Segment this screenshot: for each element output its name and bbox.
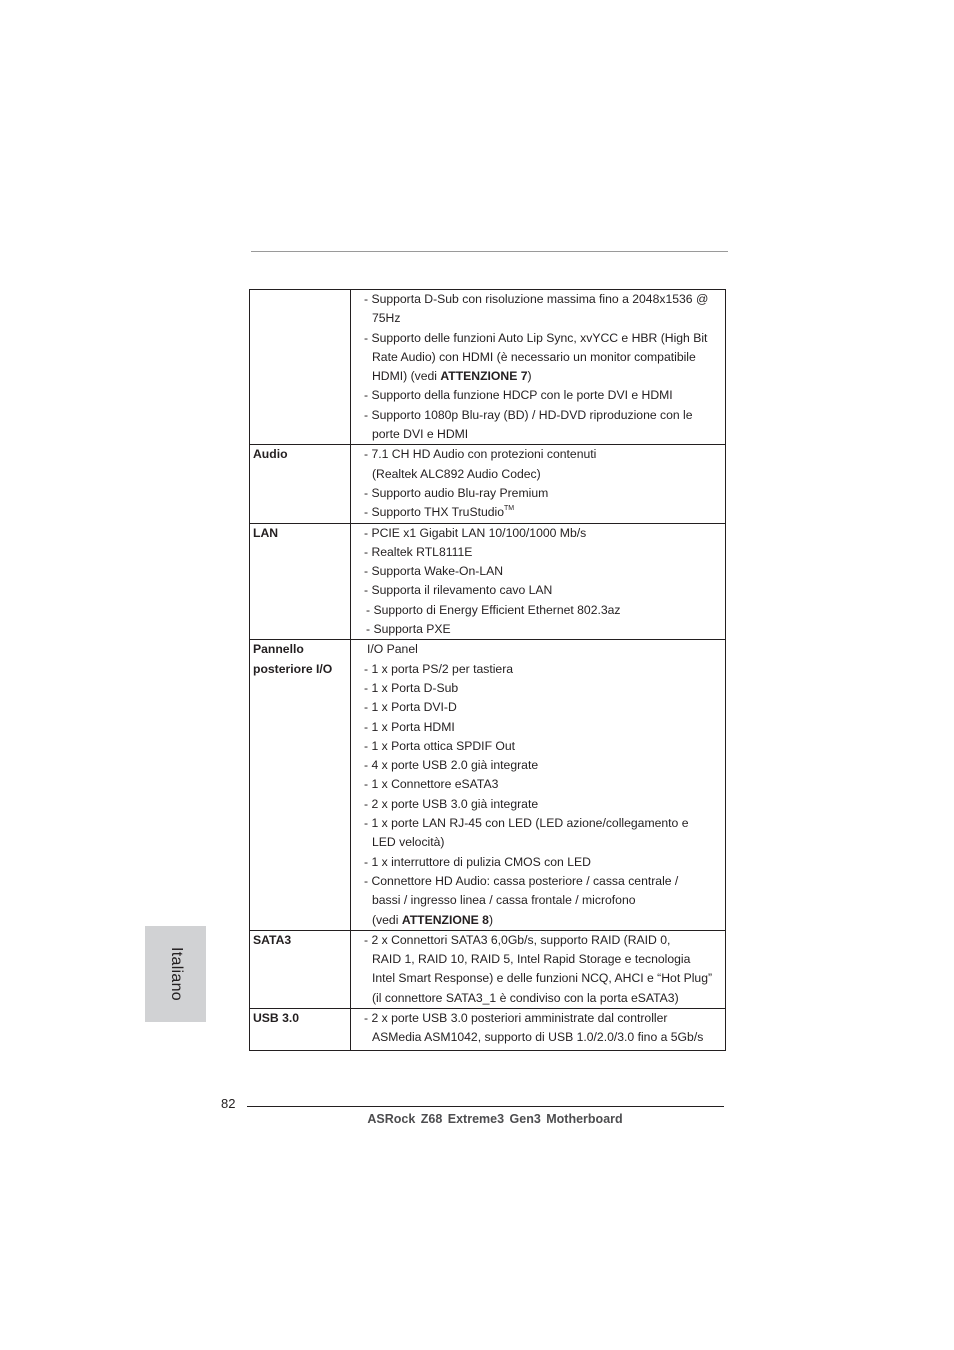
spec-line: - 1 x Porta HDMI [364,719,455,734]
spec-line: - Supporta Wake-On-LAN [364,564,504,579]
table-row [250,523,726,640]
spec-line: - PCIE x1 Gigabit LAN 10/100/1000 Mb/s [364,525,587,540]
row-label-io-panel: Pannello posteriore I/O [250,640,351,930]
spec-line: - 1 x Porta D-Sub [364,680,459,695]
spec-line: - Realtek RTL8111E [364,544,473,559]
spec-line: - 7.1 CH HD Audio con protezioni contenuti [364,447,597,462]
table-row [250,445,726,523]
spec-line: - Supporto THX TruStudio™ [364,505,515,520]
language-side-tab [145,926,206,1022]
row-label-lan: LAN [250,523,351,640]
spec-line: - Supporto di Energy Efficient Ethernet 802.3az [366,602,621,617]
trademark-mark: TM [504,505,515,513]
spec-line: (vedi ATTENZIONE 8) [372,912,493,927]
spec-line: Intel Smart Response) e delle funzioni NCQ, AHCI e “Hot Plug” [372,971,713,986]
footer-title: ASRock Z68 Extreme3 Gen3 Motherboard [367,1112,623,1126]
spec-line: I/O Panel [367,642,418,657]
spec-line: - Supporto 1080p Blu-ray (BD) / HD-DVD riproduzione con le [364,407,693,422]
row-label-audio: Audio [250,445,351,523]
page-number: 82 [221,1096,236,1111]
spec-line: (Realtek ALC892 Audio Codec) [372,466,541,481]
spec-line: - 2 x porte USB 3.0 già integrate [364,796,539,811]
spec-line: RAID 1, RAID 10, RAID 5, Intel Rapid Storage e tecnologia [372,952,691,967]
spec-line: - Supporto della funzione HDCP con le porte DVI e HDMI [364,388,673,403]
spec-line: - Supporta PXE [366,622,451,637]
row-label-sata3: SATA3 [250,930,351,1008]
spec-line: (il connettore SATA3_1 è condiviso con la porta eSATA3) [372,990,679,1005]
spec-line: ASMedia ASM1042, supporto di USB 1.0/2.0/3.0 fino a 5Gb/s [372,1030,704,1045]
attention-ref: ATTENZIONE 8 [401,912,489,927]
spec-table [249,289,726,1051]
spec-line: - Supporta il rilevamento cavo LAN [364,583,553,598]
row-content [351,640,726,930]
bottom-rule [247,1106,724,1107]
spec-line: bassi / ingresso linea / cassa frontale / microfono [372,893,636,908]
spec-line: LED velocità) [372,835,445,850]
spec-line: - 2 x porte USB 3.0 posteriori amministrate dal controller [364,1010,668,1025]
spec-line: - 1 x porte LAN RJ-45 con LED (LED azione/collegamento e [364,816,689,831]
row-content [351,1008,726,1050]
spec-line: - 1 x Porta ottica SPDIF Out [364,738,516,753]
attention-ref: ATTENZIONE 7 [440,369,528,384]
row-content [351,445,726,523]
spec-line: - Connettore HD Audio: cassa posteriore / cassa centrale / [364,873,679,888]
row-content [351,930,726,1008]
spec-line: 75Hz [372,311,401,326]
spec-line: - Supporto audio Blu-ray Premium [364,485,549,500]
row-content [351,523,726,640]
row-label-usb3: USB 3.0 [250,1008,351,1050]
top-rule [251,251,728,252]
table-row [250,930,726,1008]
row-content [351,290,726,445]
spec-line: - 1 x Connettore eSATA3 [364,777,499,792]
spec-line: - Supporta D-Sub con risoluzione massima fino a 2048x1536 @ [364,292,709,306]
table-row [250,290,726,445]
spec-line: HDMI) (vedi ATTENZIONE 7) [372,369,532,384]
spec-line: - Supporto delle funzioni Auto Lip Sync, xvYCC e HBR (High Bit [364,330,708,345]
spec-line: - 1 x Porta DVI-D [364,700,457,715]
row-label [250,290,351,445]
spec-line: - 2 x Connettori SATA3 6,0Gb/s, supporto RAID (RAID 0, [364,932,671,947]
spec-line: - 4 x porte USB 2.0 già integrate [364,758,539,773]
language-label: Italiano [167,947,185,1001]
spec-line: - 1 x porta PS/2 per tastiera [364,661,514,676]
spec-line: porte DVI e HDMI [372,427,469,442]
spec-line: Rate Audio) con HDMI (è necessario un monitor compatibile [372,349,696,364]
table-row [250,640,726,930]
spec-line: - 1 x interruttore di pulizia CMOS con LED [364,854,591,869]
table-row [250,1008,726,1050]
